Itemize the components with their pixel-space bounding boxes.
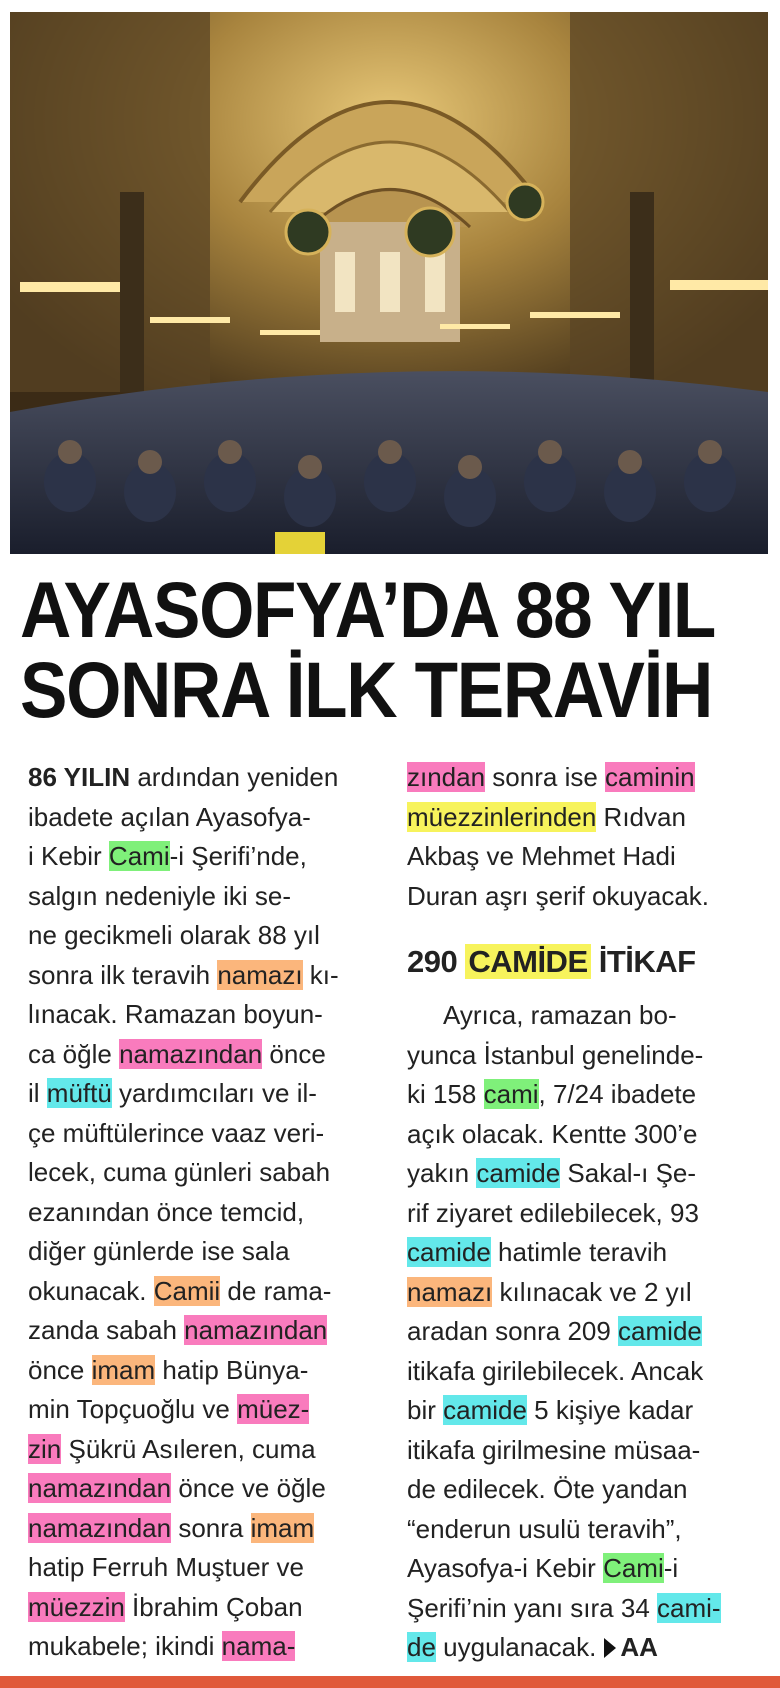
highlight: müftü [46, 1078, 112, 1108]
highlight: namazı [217, 959, 303, 990]
highlight: caminin [605, 762, 695, 792]
highlight: namazından [28, 1512, 172, 1543]
text: de rama- [220, 1275, 332, 1306]
highlight: Cami [108, 841, 170, 871]
highlight: de [407, 1632, 436, 1662]
text: sonra [171, 1512, 251, 1543]
text: Ayrıca, ramazan bo- [443, 1000, 677, 1030]
agency-credit: AA [620, 1632, 658, 1662]
text: Ayasofya-i Kebir [407, 1553, 604, 1583]
text: salgın nedeniyle iki se- [28, 880, 292, 911]
text: sonra ise [485, 762, 606, 792]
highlight: namazı [407, 1276, 493, 1307]
highlight: cami [483, 1079, 539, 1109]
text: okunacak. [28, 1275, 154, 1306]
text: sonra ilk teravih [28, 959, 218, 990]
highlight: namazından [184, 1315, 328, 1345]
headline-line-2: SONRA İLK TERAVİH [20, 645, 713, 734]
text: diğer günlerde ise sala [28, 1236, 290, 1266]
headline [20, 565, 715, 734]
text: yardımcıları ve il- [111, 1078, 317, 1108]
headline-line-1: AYASOFYA’DA 88 YIL [20, 565, 715, 654]
text: lınacak. Ramazan boyun- [28, 999, 323, 1029]
text: il [28, 1078, 47, 1108]
highlight: namazından [28, 1473, 172, 1503]
text: uygulanacak. [435, 1632, 597, 1662]
text: önce [262, 1038, 326, 1069]
text: ne gecikmeli olarak 88 yıl [28, 920, 320, 950]
highlight: zından [407, 762, 486, 792]
lead-words: 86 YILIN [28, 762, 131, 792]
text: mukabele; ikindi [28, 1631, 222, 1661]
text: İbrahim Çoban [124, 1591, 303, 1622]
highlight: müezzin [28, 1591, 125, 1622]
text: yunca İstanbul genelinde- [407, 1039, 704, 1070]
text: , 7/24 ibadete [538, 1079, 697, 1109]
text: 5 kişiye kadar [526, 1395, 694, 1425]
text: ibadete açılan Ayasofya- [28, 801, 311, 832]
text: Şükrü Asıleren, cuma [61, 1433, 316, 1464]
text: Rıdvan [596, 801, 686, 832]
highlight: müezzinlerinden [407, 801, 597, 832]
text: itikafa girilmesine müsaa- [407, 1434, 701, 1465]
text: min Topçuoğlu ve [28, 1394, 238, 1424]
text: Sakal-ı Şe- [560, 1158, 697, 1188]
text: önce [28, 1354, 92, 1385]
text: zanda sabah [28, 1315, 185, 1345]
highlight: zin [28, 1433, 62, 1464]
article-column-left [28, 758, 373, 1667]
text: hatimle teravih [490, 1237, 668, 1267]
text: aradan sonra 209 [407, 1316, 619, 1346]
subheading-number: 290 [407, 944, 466, 979]
highlight: Camii [153, 1275, 221, 1306]
text: itikafa girilebilecek. Ancak [407, 1355, 704, 1386]
text: hatip Bünya- [155, 1354, 309, 1385]
highlight: namazından [119, 1038, 263, 1069]
highlight: camide [407, 1237, 491, 1267]
text: önce ve öğle [171, 1473, 326, 1503]
text: lecek, cuma günleri sabah [28, 1157, 331, 1187]
text: Akbaş ve Mehmet Hadi [407, 841, 676, 871]
text: “enderun usulü teravih”, [407, 1513, 682, 1544]
text: ki 158 [407, 1079, 484, 1109]
highlight: imam [91, 1354, 156, 1385]
text: rif ziyaret edilebilecek, 93 [407, 1197, 699, 1228]
text: hatip Ferruh Muştuer ve [28, 1552, 305, 1582]
text: -i [663, 1553, 679, 1583]
highlight: cami- [657, 1592, 721, 1623]
bottom-rule [0, 1676, 780, 1688]
text: Şerifi’nin yanı sıra 34 [407, 1592, 658, 1623]
mosque-interior-photo [10, 12, 768, 554]
highlight: nama- [221, 1631, 296, 1661]
highlight: CAMİDE [465, 944, 590, 979]
text: de edilecek. Öte yandan [407, 1474, 688, 1504]
highlight: camide [443, 1395, 527, 1425]
subheading-text: İTİKAF [590, 944, 696, 979]
highlight: camide [618, 1316, 702, 1346]
text: yakın [407, 1158, 477, 1188]
text: ardından yeniden [130, 762, 339, 792]
highlight: imam [250, 1512, 315, 1543]
text: açık olacak. Kentte 300’e [407, 1118, 698, 1149]
text: bir [407, 1395, 444, 1425]
text: ezanından önce temcid, [28, 1196, 305, 1227]
text: çe müftülerince vaaz veri- [28, 1117, 325, 1148]
subheading [407, 938, 757, 986]
text: Duran aşrı şerif okuyacak. [407, 880, 710, 911]
highlight: Cami [603, 1553, 664, 1583]
article-column-right [407, 758, 757, 1668]
text: ca öğle [28, 1038, 120, 1069]
text: i Kebir [28, 841, 109, 871]
text: -i Şerifi’nde, [169, 841, 307, 871]
text: kılınacak ve 2 yıl [492, 1276, 692, 1307]
highlight: müez- [237, 1394, 310, 1424]
highlight: camide [476, 1158, 561, 1188]
triangle-bullet-icon [604, 1638, 616, 1658]
text: kı- [302, 959, 339, 990]
